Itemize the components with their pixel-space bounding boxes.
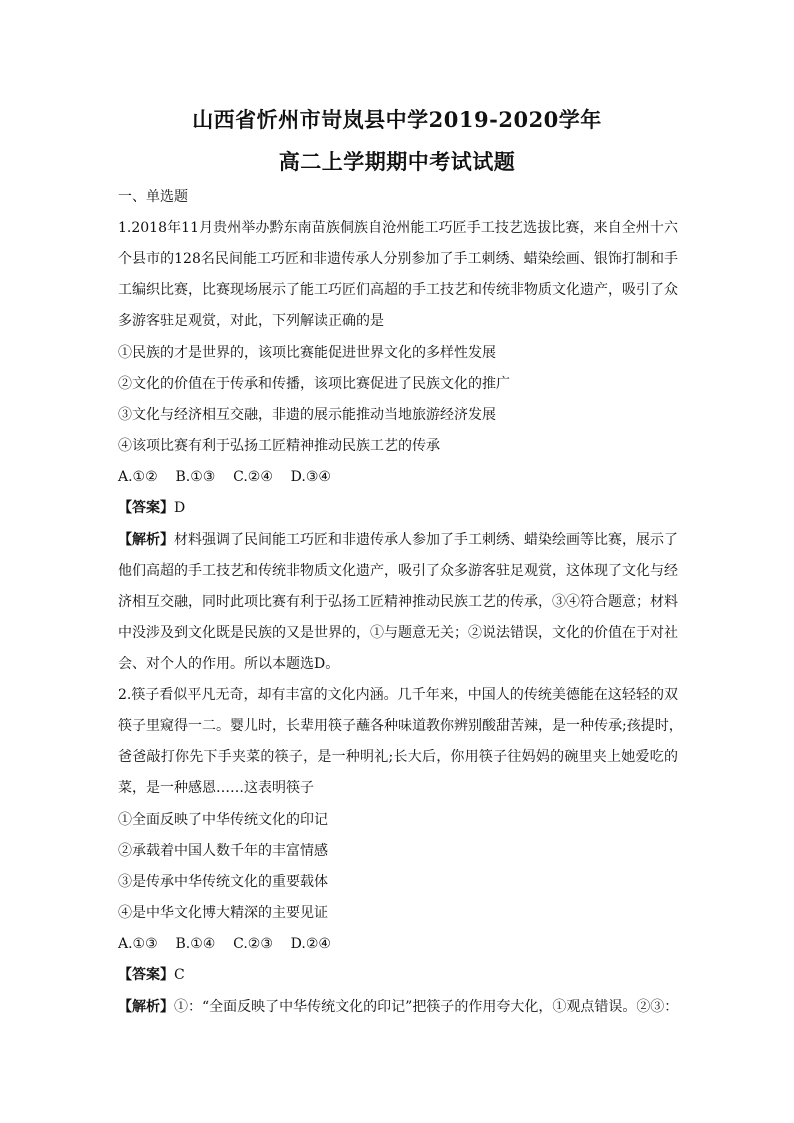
q1-options: A.①② B.①③ C.②④ D.③④ (118, 469, 331, 485)
answer-label: 【答案】 (118, 500, 174, 516)
q1-analysis-line (118, 531, 678, 549)
q1-analysis-line: 中没涉及到文化既是民族的又是世界的，①与题意无关；②说法错误，文化的价值在于对社 (118, 625, 678, 641)
answer-label: 【答案】 (118, 967, 174, 983)
q1-stem-line: 多游客驻足观赏，对此，下列解读正确的是 (118, 313, 384, 329)
q1-answer (118, 499, 185, 517)
q2-statement: ①全面反映了中华传统文化的印记 (118, 812, 328, 828)
q1-statement: ④该项比赛有利于弘扬工匠精神推动民族工艺的传承 (118, 438, 440, 454)
q1-analysis-line: 济相互交融，同时此项比赛有利于弘扬工匠精神推动民族工艺的传承，③④符合题意；材料 (118, 594, 678, 610)
q2-stem-line: 菜，是一种感恩……这表明筷子 (118, 780, 314, 796)
q1-statement: ②文化的价值在于传承和传播，该项比赛促进了民族文化的推广 (118, 376, 510, 392)
q1-analysis-line: 会、对个人的作用。所以本题选D。 (118, 656, 340, 672)
q1-stem-line: 1.2018年11月贵州举办黔东南苗族侗族自沧州能工巧匠手工技艺选拔比赛，来自全州十六 (118, 220, 678, 236)
q1-statement: ③文化与经济相互交融，非遗的展示能推动当地旅游经济发展 (118, 407, 496, 423)
q2-answer (118, 966, 185, 984)
q2-stem-line: 爸爸敲打你先下手夹菜的筷子，是一种明礼;长大后，你用筷子往妈妈的碗里夹上她爱吃的 (118, 749, 678, 765)
analysis-text: ①：“全面反映了中华传统文化的印记”把筷子的作用夸大化，①观点错误。②③： (174, 999, 679, 1015)
q2-statement: ④是中华文化博大精深的主要见证 (118, 905, 328, 921)
document-title-line1: 山西省忻州市岢岚县中学2019-2020学年 (192, 107, 602, 132)
section-heading: 一、单选题 (118, 189, 188, 205)
q1-stem-line: 个县市的128名民间能工巧匠和非遗传承人分别参加了手工刺绣、蜡染绘画、银饰打制和手 (118, 251, 678, 267)
q2-statement: ③是传承中华传统文化的重要载体 (118, 874, 328, 890)
analysis-label: 【解析】 (118, 532, 174, 548)
answer-value: D (174, 500, 186, 516)
q2-stem-line: 筷子里窥得一二。婴儿时，长辈用筷子蘸各种味道教你辨别酸甜苦辣，是一种传承;孩提时， (118, 718, 683, 734)
q1-analysis-line: 他们高超的手工技艺和传统非物质文化遗产，吸引了众多游客驻足观赏，这体现了文化与经 (118, 563, 678, 579)
q2-analysis-line (118, 998, 678, 1016)
q2-stem-line: 2.筷子看似平凡无奇，却有丰富的文化内涵。几千年来，中国人的传统美德能在这轻轻的双 (118, 687, 678, 703)
answer-value: C (174, 967, 185, 983)
q1-statement: ①民族的才是世界的，该项比赛能促进世界文化的多样性发展 (118, 345, 496, 361)
analysis-label: 【解析】 (118, 999, 174, 1015)
document-title-line2: 高二上学期期中考试试题 (278, 149, 516, 174)
analysis-text: 材料强调了民间能工巧匠和非遗传承人参加了手工刺绣、蜡染绘画等比赛，展示了 (174, 532, 678, 548)
q2-statement: ②承载着中国人数千年的丰富情感 (118, 843, 328, 859)
q1-stem-line: 工编织比赛，比赛现场展示了能工巧匠们高超的手工技艺和传统非物质文化遗产，吸引了众 (118, 282, 678, 298)
q2-options: A.①③ B.①④ C.②③ D.②④ (118, 936, 331, 952)
